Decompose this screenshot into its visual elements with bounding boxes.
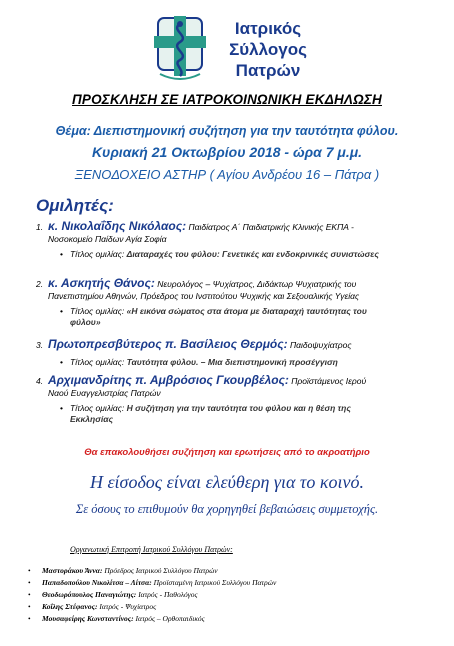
event-venue: ΞΕΝΟΔΟΧΕΙΟ ΑΣΤΗΡ ( Αγίου Ανδρέου 16 – Πάτρα ) [74,167,380,182]
speaker-name: Αρχιμανδρίτης π. Αμβρόσιος Γκουρβέλος: [48,373,289,387]
member-role: Ιατρός - Ψυχίατρος [97,602,157,611]
bullet-icon: • [28,590,31,599]
speaker-1-talk [60,249,420,260]
speaker-name: κ. Νικολαΐδης Νικόλαος: [48,219,187,233]
speaker-name: κ. Ασκητής Θάνος: [48,276,155,290]
speaker-2 [36,277,436,302]
speaker-number: 1. [36,222,44,232]
bullet-icon: • [28,578,31,587]
member-role: Ιατρός - Παθολόγος [136,590,198,599]
speaker-4 [36,374,436,399]
speaker-name: Πρωτοπρεσβύτερος π. Βασίλειος Θερμός: [48,337,288,351]
speaker-role-cont: Πανεπιστημίου Αθηνών, Πρόεδρος του Ινστιτούτου Ψυχικής και Σεξουαλικής Υγείας [48,291,360,301]
talk-title-cont: Εκκλησίας [70,414,114,424]
bullet-icon: • [60,403,63,413]
org-line-1: Ιατρικός [234,19,302,38]
member-name: Μαστοράκου Άννα: [42,566,103,575]
member-name: Παπαδοπούλου Νικολίτσα – Λίτσα: [42,578,152,587]
talk-label: Τίτλος ομιλίας: [70,249,127,259]
member-role: Ιατρός – Ορθοπαιδικός [133,614,205,623]
speaker-3-talk [60,357,420,368]
speaker-role: Προϊστάμενος Ιερού [288,376,367,386]
free-entry-notice: Η είσοδος είναι ελεύθερη για το κοινό. [89,472,365,492]
member-name: Θεοδωρόπουλος Παναγιώτης: [42,590,137,599]
speaker-number: 3. [36,340,44,350]
committee-title: Οργανωτική Επιτροπή Ιατρικού Συλλόγου Πατρών: [70,545,233,554]
bullet-icon: • [28,566,31,575]
speaker-4-talk [60,403,420,425]
speaker-number: 4. [36,376,44,386]
speaker-role: Νευρολόγος – Ψυχίατρος, Διδάκτωρ Ψυχιατρικής του [154,279,357,289]
talk-title: Διαταραχές του φύλου: Γενετικές και ενδοκρινικές συνιστώσες [126,249,379,259]
org-line-3: Πατρών [235,61,301,80]
organization-name [213,18,323,81]
speaker-role-cont: Νοσοκομείο Παίδων Αγία Σοφία [48,234,167,244]
org-line-2: Σύλλογος [229,40,307,59]
talk-title: Ταυτότητα φύλου. – Μια διεπιστημονική προσέγγιση [126,357,338,367]
committee-member [28,613,448,624]
speaker-2-talk [60,306,420,328]
bullet-icon: • [60,249,63,259]
bullet-icon: • [28,602,31,611]
speaker-role-cont: Ναού Ευαγγελιστρίας Πατρών [48,388,161,398]
certificates-notice: Σε όσους το επιθυμούν θα χορηγηθεί βεβαιώσεις συμμετοχής. [75,502,379,516]
talk-title: Η συζήτηση για την ταυτότητα του φύλου και η θέση της [126,403,351,413]
talk-label: Τίτλος ομιλίας: [70,403,127,413]
speaker-role: Παιδοψυχίατρος [287,340,352,350]
talk-label: Τίτλος ομιλίας: [70,306,127,316]
talk-title: «Η εικόνα σώματος στα άτομα με διαταραχή ταυτότητας του [126,306,367,316]
member-role: Προϊσταμένη Ιατρικού Συλλόγου Πατρών [151,578,277,587]
committee-member [28,589,448,600]
medical-association-logo [150,14,210,84]
member-name: Κοΐλης Στέφανος: [42,602,98,611]
event-date: Κυριακή 21 Οκτωβρίου 2018 - ώρα 7 μ.μ. [91,144,363,160]
speaker-role: Παιδίατρος Α΄ Παιδιατρικής Κλινικής ΕΚΠΑ - [186,222,354,232]
committee-member [28,601,448,612]
talk-title-cont: φύλου» [70,317,101,327]
member-name: Μουσαφείρης Κωνσταντίνος: [42,614,134,623]
discussion-note: Θα επακολουθήσει συζήτηση και ερωτήσεις από το ακροατήριο [84,447,370,458]
committee-member [28,577,448,588]
talk-label: Τίτλος ομιλίας: [70,357,127,367]
speaker-3 [36,338,436,351]
member-role: Πρόεδρος Ιατρικού Συλλόγου Πατρών [102,566,218,575]
speakers-title: Ομιλητές: [36,196,114,215]
invitation-heading: ΠΡΟΣΚΛΗΣΗ ΣΕ ΙΑΤΡΟΚΟΙΝΩΝΙΚΗ ΕΚΔΗΛΩΣΗ [72,92,382,107]
bullet-icon: • [28,614,31,623]
committee-member [28,565,448,576]
bullet-icon: • [60,357,63,367]
event-topic: Θέμα: Διεπιστημονική συζήτηση για την ταυτότητα φύλου. [55,124,399,138]
bullet-icon: • [60,306,63,316]
speaker-number: 2. [36,279,44,289]
speaker-1 [36,220,436,245]
